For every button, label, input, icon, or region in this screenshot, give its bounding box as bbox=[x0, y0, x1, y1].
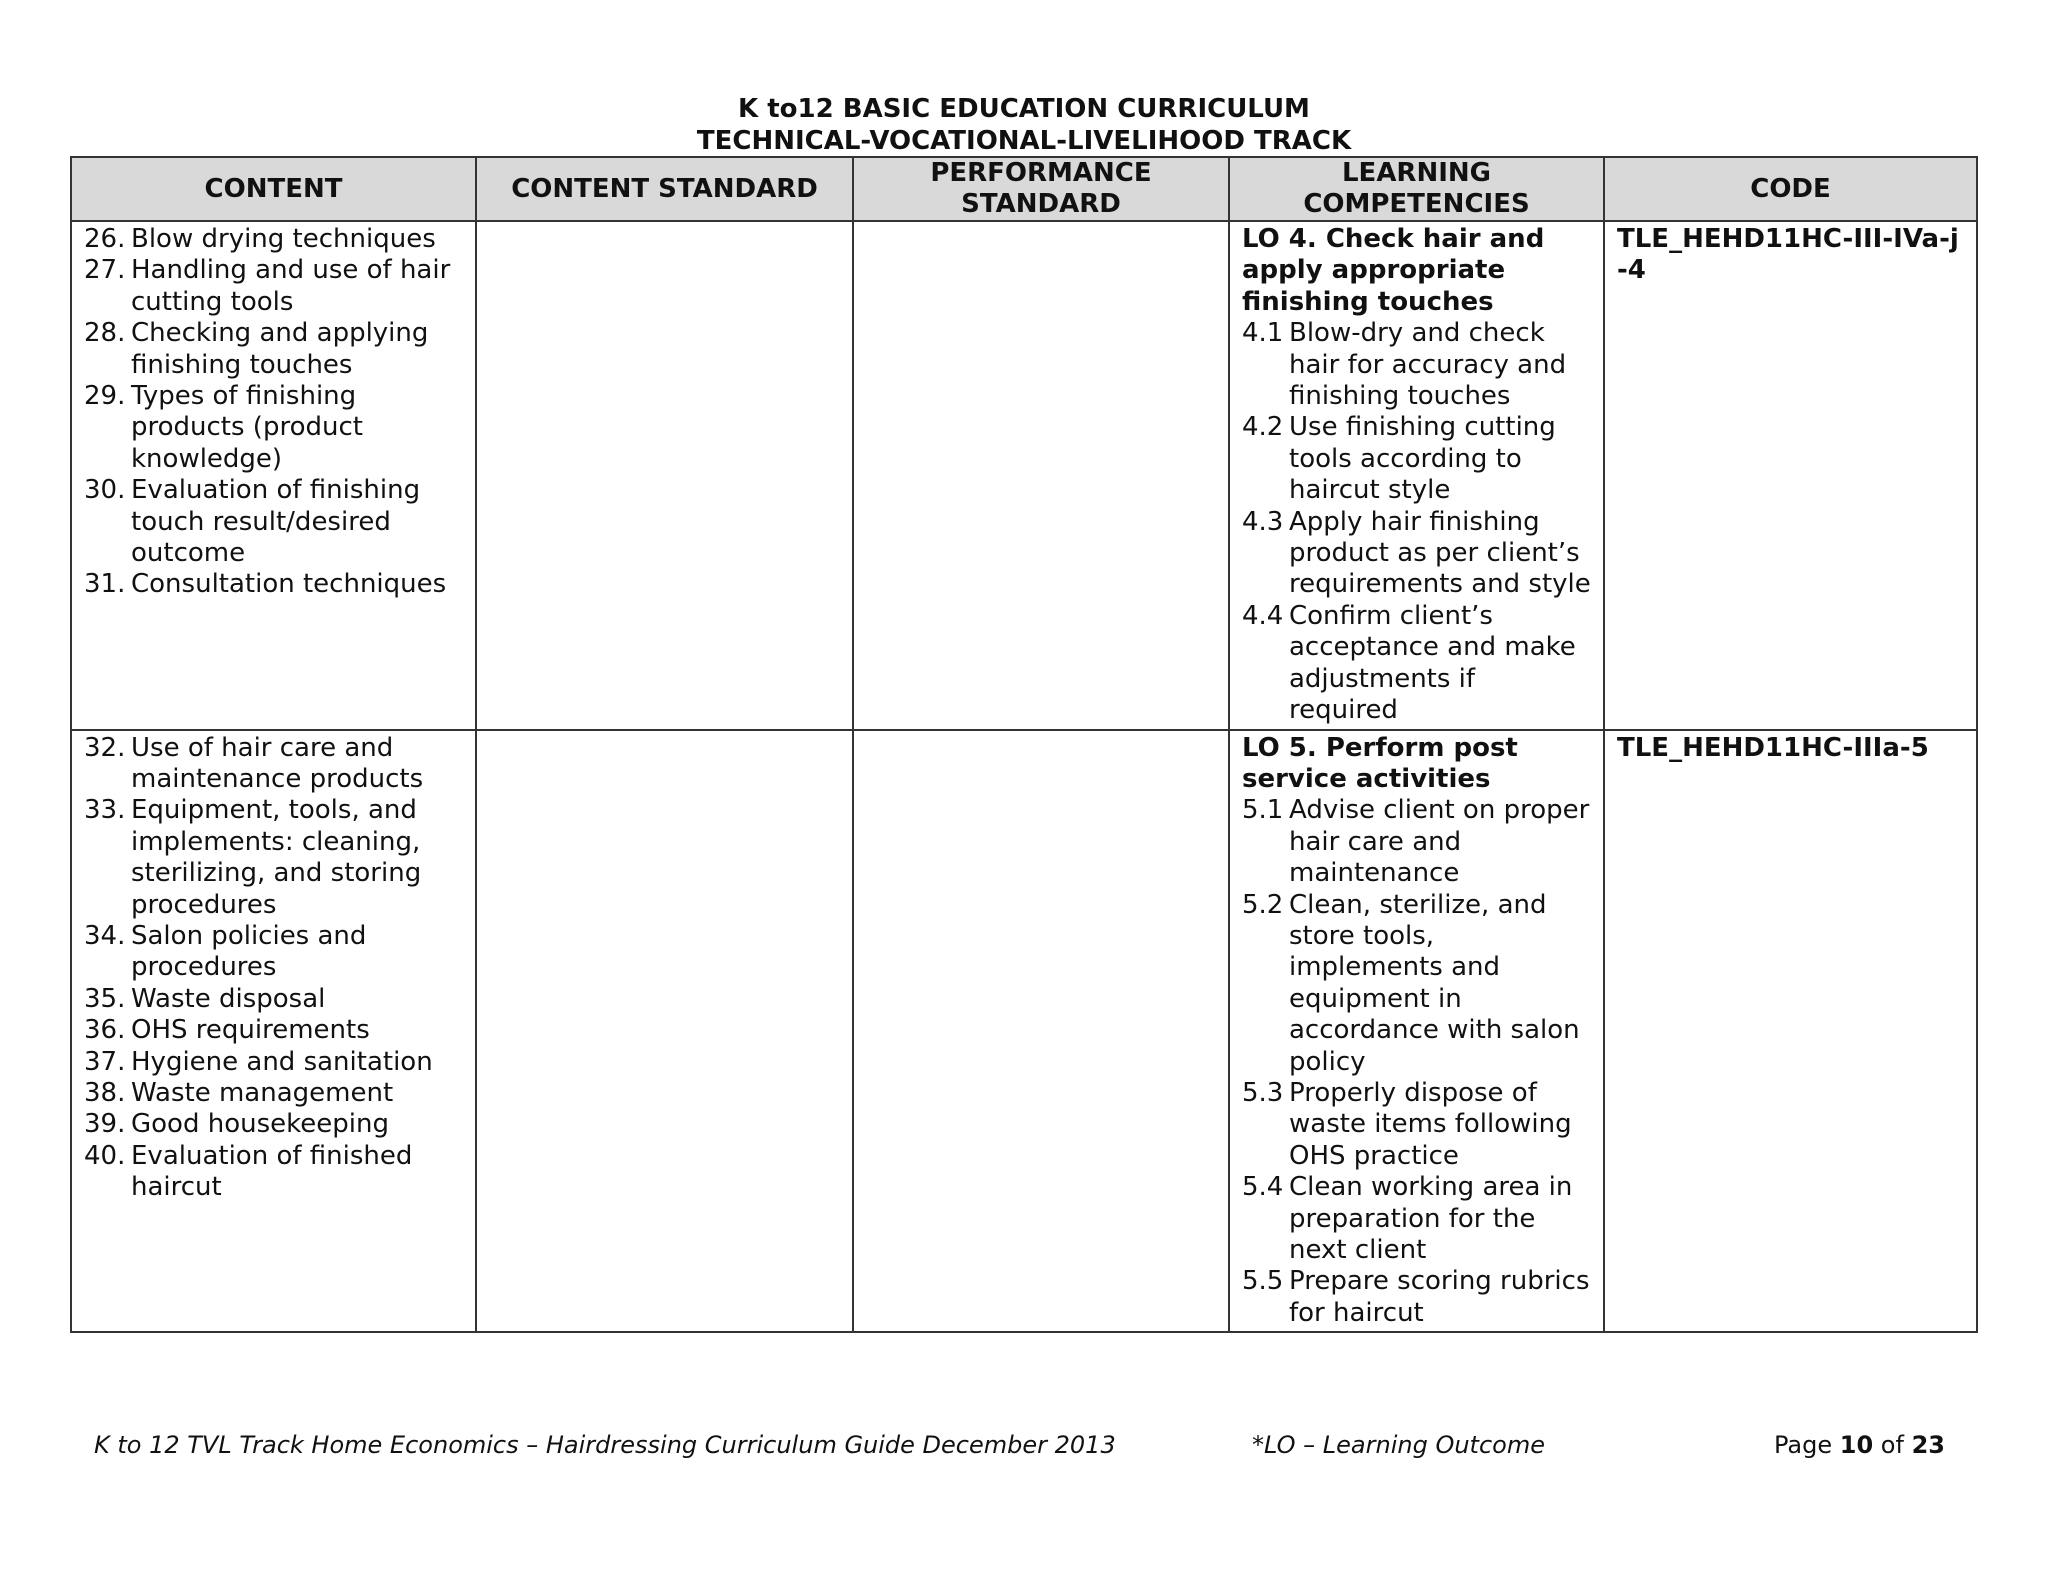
list-item bbox=[1242, 601, 1591, 727]
page-separator: of bbox=[1880, 1431, 1904, 1459]
lo-heading: LO 4. Check hair and apply appropriate finishing touches bbox=[1242, 224, 1545, 317]
code-cell: TLE_HEHD11HC-IIIa-5 bbox=[1604, 730, 1977, 1333]
list-item bbox=[84, 255, 463, 318]
content-cell bbox=[71, 730, 476, 1333]
item-number: 35. bbox=[84, 983, 126, 1014]
item-number: 4.1 bbox=[1242, 318, 1284, 349]
item-number: 5.3 bbox=[1242, 1077, 1284, 1108]
list-item bbox=[84, 1141, 463, 1204]
lo-heading: LO 5. Perform post service activities bbox=[1242, 732, 1518, 794]
competency-list bbox=[1242, 795, 1591, 1329]
item-text: OHS requirements bbox=[131, 1015, 370, 1046]
list-item bbox=[1242, 507, 1591, 601]
item-number: 4.4 bbox=[1242, 600, 1284, 631]
item-number: 32. bbox=[84, 732, 126, 763]
list-item bbox=[84, 733, 463, 796]
item-text: Waste management bbox=[131, 1077, 394, 1108]
table-row bbox=[71, 221, 1977, 730]
list-item bbox=[1242, 1266, 1591, 1329]
list-item bbox=[84, 475, 463, 569]
content-list bbox=[84, 733, 463, 1204]
performance-standard-cell bbox=[853, 730, 1229, 1333]
item-number: 34. bbox=[84, 920, 126, 951]
item-text: Consultation techniques bbox=[131, 569, 447, 600]
item-number: 39. bbox=[84, 1109, 126, 1140]
column-header-learning-competencies: LEARNING COMPETENCIES bbox=[1229, 157, 1604, 221]
item-number: 30. bbox=[84, 475, 126, 506]
item-number: 37. bbox=[84, 1046, 126, 1077]
item-number: 4.3 bbox=[1242, 506, 1284, 537]
item-number: 5.1 bbox=[1242, 795, 1284, 826]
item-text: Clean working area in preparation for the next client bbox=[1289, 1172, 1573, 1265]
list-item bbox=[84, 318, 463, 381]
list-item bbox=[84, 984, 463, 1015]
document-title: K to12 BASIC EDUCATION CURRICULUM bbox=[738, 94, 1310, 124]
item-number: 5.2 bbox=[1242, 889, 1284, 920]
item-number: 36. bbox=[84, 1015, 126, 1046]
list-item bbox=[84, 1015, 463, 1046]
list-item bbox=[84, 1078, 463, 1109]
item-text: Clean, sterilize, and store tools, implements and equipment in accordance with salon policy bbox=[1289, 889, 1580, 1077]
item-text: Equipment, tools, and implements: cleaning, sterilizing, and storing procedures bbox=[131, 795, 422, 920]
item-number: 5.4 bbox=[1242, 1172, 1284, 1203]
item-text: Apply hair finishing product as per client’s requirements and style bbox=[1289, 506, 1591, 600]
item-text: Blow-dry and check hair for accuracy and finishing touches bbox=[1289, 318, 1567, 412]
list-item bbox=[84, 795, 463, 921]
curriculum-table bbox=[70, 156, 1978, 1333]
list-item bbox=[84, 1109, 463, 1140]
item-number: 4.2 bbox=[1242, 412, 1284, 443]
item-text: Hygiene and sanitation bbox=[131, 1046, 433, 1077]
list-item bbox=[1242, 890, 1591, 1078]
list-item bbox=[84, 921, 463, 984]
performance-standard-cell bbox=[853, 221, 1229, 730]
page-current: 10 bbox=[1839, 1431, 1874, 1459]
content-standard-cell bbox=[476, 221, 853, 730]
item-text: Advise client on proper hair care and maintenance bbox=[1289, 795, 1590, 889]
item-text: Waste disposal bbox=[131, 983, 326, 1014]
competency-list bbox=[1242, 318, 1591, 726]
table-header-row bbox=[71, 157, 1977, 221]
content-list bbox=[84, 224, 463, 601]
item-text: Prepare scoring rubrics for haircut bbox=[1289, 1266, 1590, 1328]
item-number: 40. bbox=[84, 1140, 126, 1171]
column-header-content: CONTENT bbox=[71, 157, 476, 221]
footer-document-name: K to 12 TVL Track Home Economics – Hairdressing Curriculum Guide December 2013 bbox=[94, 1431, 1116, 1459]
item-number: 29. bbox=[84, 381, 126, 412]
item-text: Salon policies and procedures bbox=[131, 920, 367, 983]
footer-lo-note: *LO – Learning Outcome bbox=[1252, 1431, 1545, 1459]
item-text: Confirm client’s acceptance and make adjustments if required bbox=[1289, 600, 1576, 726]
column-header-code: CODE bbox=[1604, 157, 1977, 221]
list-item bbox=[84, 569, 463, 600]
list-item bbox=[1242, 412, 1591, 506]
column-header-content-standard: CONTENT STANDARD bbox=[476, 157, 853, 221]
learning-competencies-cell bbox=[1229, 221, 1604, 730]
item-text: Evaluation of finishing touch result/desired outcome bbox=[131, 475, 421, 569]
footer-page-number bbox=[1774, 1430, 1945, 1460]
item-text: Use finishing cutting tools according to haircut style bbox=[1289, 412, 1556, 506]
item-text: Good housekeeping bbox=[131, 1109, 389, 1140]
table-row bbox=[71, 730, 1977, 1333]
item-number: 33. bbox=[84, 795, 126, 826]
column-header-performance-standard: PERFORMANCE STANDARD bbox=[853, 157, 1229, 221]
learning-competencies-cell bbox=[1229, 730, 1604, 1333]
list-item bbox=[1242, 1172, 1591, 1266]
item-text: Use of hair care and maintenance products bbox=[131, 732, 424, 794]
page-prefix: Page bbox=[1774, 1431, 1833, 1459]
item-text: Checking and applying finishing touches bbox=[131, 318, 429, 380]
item-text: Evaluation of finished haircut bbox=[131, 1140, 413, 1203]
list-item bbox=[1242, 318, 1591, 412]
list-item bbox=[1242, 1078, 1591, 1172]
content-standard-cell bbox=[476, 730, 853, 1333]
list-item bbox=[84, 224, 463, 255]
item-text: Handling and use of hair cutting tools bbox=[131, 255, 451, 317]
document-subtitle: TECHNICAL-VOCATIONAL-LIVELIHOOD TRACK bbox=[696, 126, 1352, 156]
item-text: Types of finishing products (product knowledge) bbox=[131, 381, 363, 474]
item-number: 28. bbox=[84, 318, 126, 349]
content-cell bbox=[71, 221, 476, 730]
item-number: 27. bbox=[84, 255, 126, 286]
item-text: Blow drying techniques bbox=[131, 224, 436, 254]
item-number: 31. bbox=[84, 569, 126, 600]
item-number: 5.5 bbox=[1242, 1266, 1284, 1297]
item-number: 38. bbox=[84, 1077, 126, 1108]
item-text: Properly dispose of waste items following OHS practice bbox=[1289, 1077, 1572, 1171]
code-cell: TLE_HEHD11HC-III-IVa-j-4 bbox=[1604, 221, 1977, 730]
page-total: 23 bbox=[1911, 1431, 1945, 1459]
list-item bbox=[84, 1047, 463, 1078]
list-item bbox=[84, 381, 463, 475]
item-number: 26. bbox=[84, 224, 126, 254]
list-item bbox=[1242, 795, 1591, 889]
